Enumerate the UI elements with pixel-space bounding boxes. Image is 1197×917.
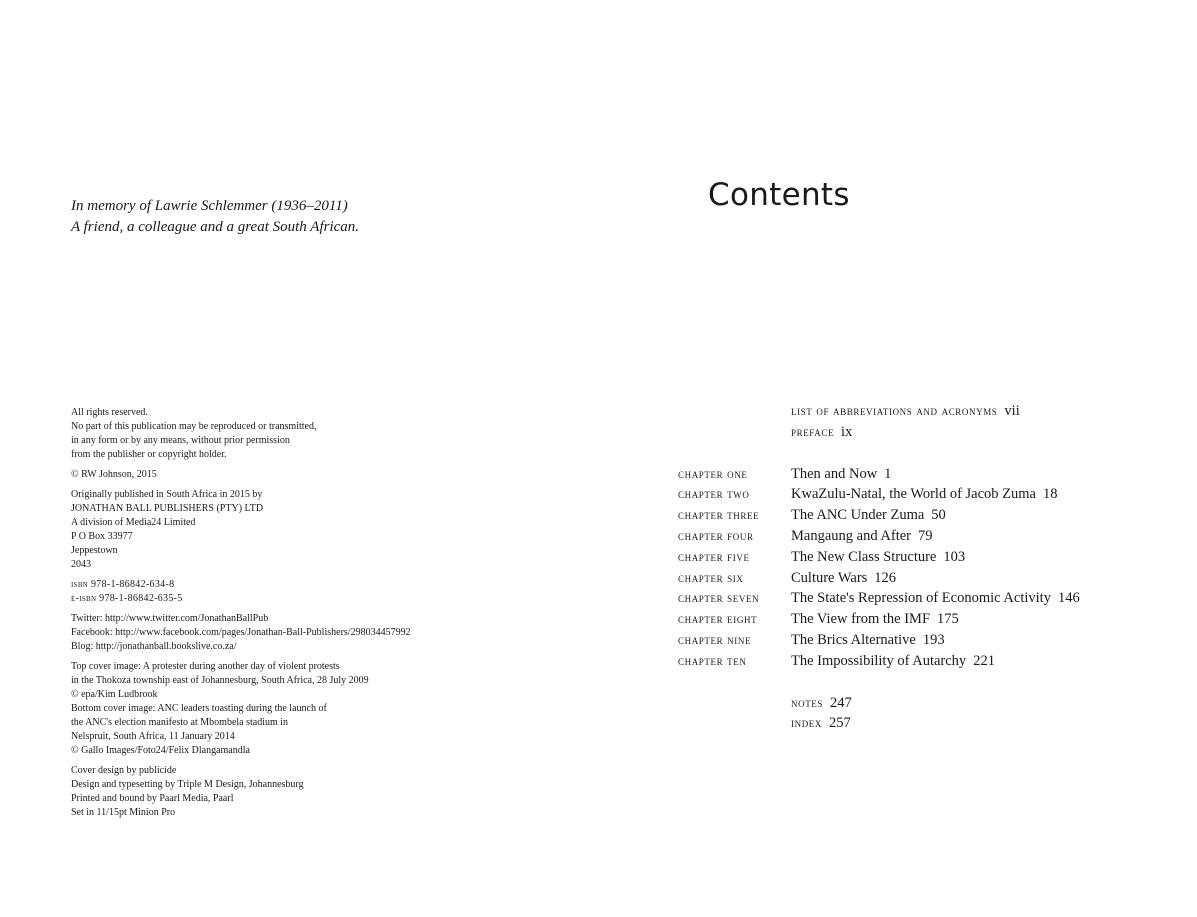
imprint-line: isbn 978-1-86842-634-8 bbox=[71, 579, 175, 590]
chapter-title: The View from the IMF bbox=[791, 611, 931, 628]
dedication-line: A friend, a colleague and a great South African. bbox=[71, 219, 360, 235]
imprint-line: JONATHAN BALL PUBLISHERS (PTY) LTD bbox=[71, 503, 264, 514]
imprint-line: Originally published in South Africa in 2015 by bbox=[71, 489, 263, 500]
toc-page-number: 79 bbox=[918, 527, 933, 544]
toc-chapter-row bbox=[678, 632, 1178, 653]
toc-entry-title: index bbox=[791, 715, 822, 731]
chapter-label: chapter two bbox=[678, 486, 750, 502]
imprint-line: © Gallo Images/Foto24/Felix Dlangamandla bbox=[71, 745, 250, 756]
toc-page-number: 257 bbox=[829, 715, 851, 732]
toc-entry-title: list of abbreviations and acronyms bbox=[791, 403, 998, 418]
toc-chapter-row bbox=[678, 507, 1178, 528]
chapter-title: KwaZulu-Natal, the World of Jacob Zuma bbox=[791, 486, 1036, 503]
imprint-line: 2043 bbox=[71, 559, 91, 570]
copyright-imprint bbox=[71, 406, 541, 826]
publisher-block bbox=[71, 488, 541, 572]
imprint-line: from the publisher or copyright holder. bbox=[71, 449, 227, 460]
toc-chapter-row bbox=[678, 611, 1178, 632]
imprint-line: No part of this publication may be reproduced or transmitted, bbox=[71, 421, 317, 432]
imprint-line: the ANC's election manifesto at Mbombela stadium in bbox=[71, 717, 289, 728]
toc-chapter-row bbox=[678, 570, 1178, 591]
toc-page-number: 18 bbox=[1043, 486, 1058, 503]
table-of-contents bbox=[678, 403, 1178, 736]
toc-page-number: vii bbox=[1004, 403, 1020, 419]
chapter-label: chapter eight bbox=[678, 611, 758, 627]
dedication bbox=[71, 196, 359, 238]
toc-page-number: 50 bbox=[931, 507, 946, 524]
dedication-line: In memory of Lawrie Schlemmer (1936–2011) bbox=[71, 198, 348, 214]
copyright-block bbox=[71, 468, 541, 482]
toc-entry-abbreviations bbox=[678, 403, 1178, 424]
toc-entry-preface bbox=[678, 424, 1178, 445]
right-page bbox=[598, 0, 1197, 917]
toc-chapter-row bbox=[678, 486, 1178, 507]
toc-page-number: 221 bbox=[973, 652, 995, 669]
imprint-line: Design and typesetting by Triple M Design, Johannesburg bbox=[71, 779, 304, 790]
chapter-title: Culture Wars bbox=[791, 569, 868, 586]
social-links-block bbox=[71, 612, 541, 654]
imprint-line: P O Box 33977 bbox=[71, 531, 133, 542]
chapter-label: chapter four bbox=[678, 527, 754, 543]
toc-page-number: 247 bbox=[830, 694, 852, 711]
imprint-line: Twitter: http://www.twitter.com/JonathanBallPub bbox=[71, 613, 269, 624]
imprint-line: in any form or by any means, without prior permission bbox=[71, 435, 290, 446]
imprint-line: Printed and bound by Paarl Media, Paarl bbox=[71, 793, 234, 804]
toc-page-number: 175 bbox=[937, 611, 959, 628]
toc-page-number: 146 bbox=[1057, 590, 1080, 607]
imprint-line: in the Thokoza township east of Johannesburg, South Africa, 28 July 2009 bbox=[71, 675, 369, 686]
toc-chapter-row bbox=[678, 466, 1178, 487]
chapter-title: The New Class Structure bbox=[791, 548, 937, 565]
toc-entry-title: notes bbox=[791, 694, 823, 710]
imprint-line: Facebook: http://www.facebook.com/pages/Jonathan-Ball-Publishers/298034457992 bbox=[71, 627, 411, 638]
toc-chapter-row bbox=[678, 528, 1178, 549]
chapter-title: The Impossibility of Autarchy bbox=[791, 652, 967, 669]
imprint-line: © epa/Kim Ludbrook bbox=[71, 689, 158, 700]
chapter-title: The ANC Under Zuma bbox=[791, 507, 925, 524]
toc-page-number: 103 bbox=[943, 548, 966, 565]
imprint-line: e-isbn 978-1-86842-635-5 bbox=[71, 593, 183, 604]
toc-entry-title: preface bbox=[791, 423, 835, 439]
toc-page-number: ix bbox=[841, 423, 853, 440]
toc-page-number: 126 bbox=[874, 569, 897, 586]
chapter-title: Then and Now bbox=[791, 465, 878, 482]
imprint-line: Nelspruit, South Africa, 11 January 2014 bbox=[71, 731, 235, 742]
imprint-line: Set in 11/15pt Minion Pro bbox=[71, 807, 176, 818]
toc-page-number: 1 bbox=[884, 465, 892, 482]
cover-credits-block bbox=[71, 660, 541, 758]
left-page bbox=[0, 0, 598, 917]
toc-page-number: 193 bbox=[922, 631, 945, 648]
toc-entry-notes bbox=[678, 695, 1178, 716]
imprint-line: Top cover image: A protester during another day of violent protests bbox=[71, 661, 340, 672]
imprint-line: Blog: http://jonathanball.bookslive.co.za/ bbox=[71, 641, 237, 652]
toc-chapter-row bbox=[678, 590, 1178, 611]
rights-block bbox=[71, 406, 541, 462]
imprint-line: Jeppestown bbox=[71, 545, 118, 556]
imprint-line: © RW Johnson, 2015 bbox=[71, 469, 157, 480]
imprint-line: Cover design by publicide bbox=[71, 765, 177, 776]
chapter-label: chapter ten bbox=[678, 652, 747, 668]
isbn-block bbox=[71, 578, 541, 606]
toc-chapter-row bbox=[678, 549, 1178, 570]
chapter-label: chapter six bbox=[678, 569, 744, 585]
imprint-line: Bottom cover image: ANC leaders toasting during the launch of bbox=[71, 703, 327, 714]
production-credits-block bbox=[71, 764, 541, 820]
chapter-title: Mangaung and After bbox=[791, 527, 911, 544]
chapter-label: chapter three bbox=[678, 507, 760, 523]
chapter-label: chapter five bbox=[678, 548, 750, 564]
chapter-label: chapter seven bbox=[678, 590, 760, 606]
contents-title: Contents bbox=[708, 177, 850, 213]
toc-entry-index bbox=[678, 715, 1178, 736]
chapter-title: The State's Repression of Economic Activity bbox=[791, 590, 1051, 607]
chapter-label: chapter nine bbox=[678, 631, 752, 647]
chapter-label: chapter one bbox=[678, 465, 748, 481]
imprint-line: All rights reserved. bbox=[71, 407, 148, 418]
imprint-line: A division of Media24 Limited bbox=[71, 517, 196, 528]
toc-chapter-row bbox=[678, 653, 1178, 674]
chapter-title: The Brics Alternative bbox=[791, 631, 916, 648]
